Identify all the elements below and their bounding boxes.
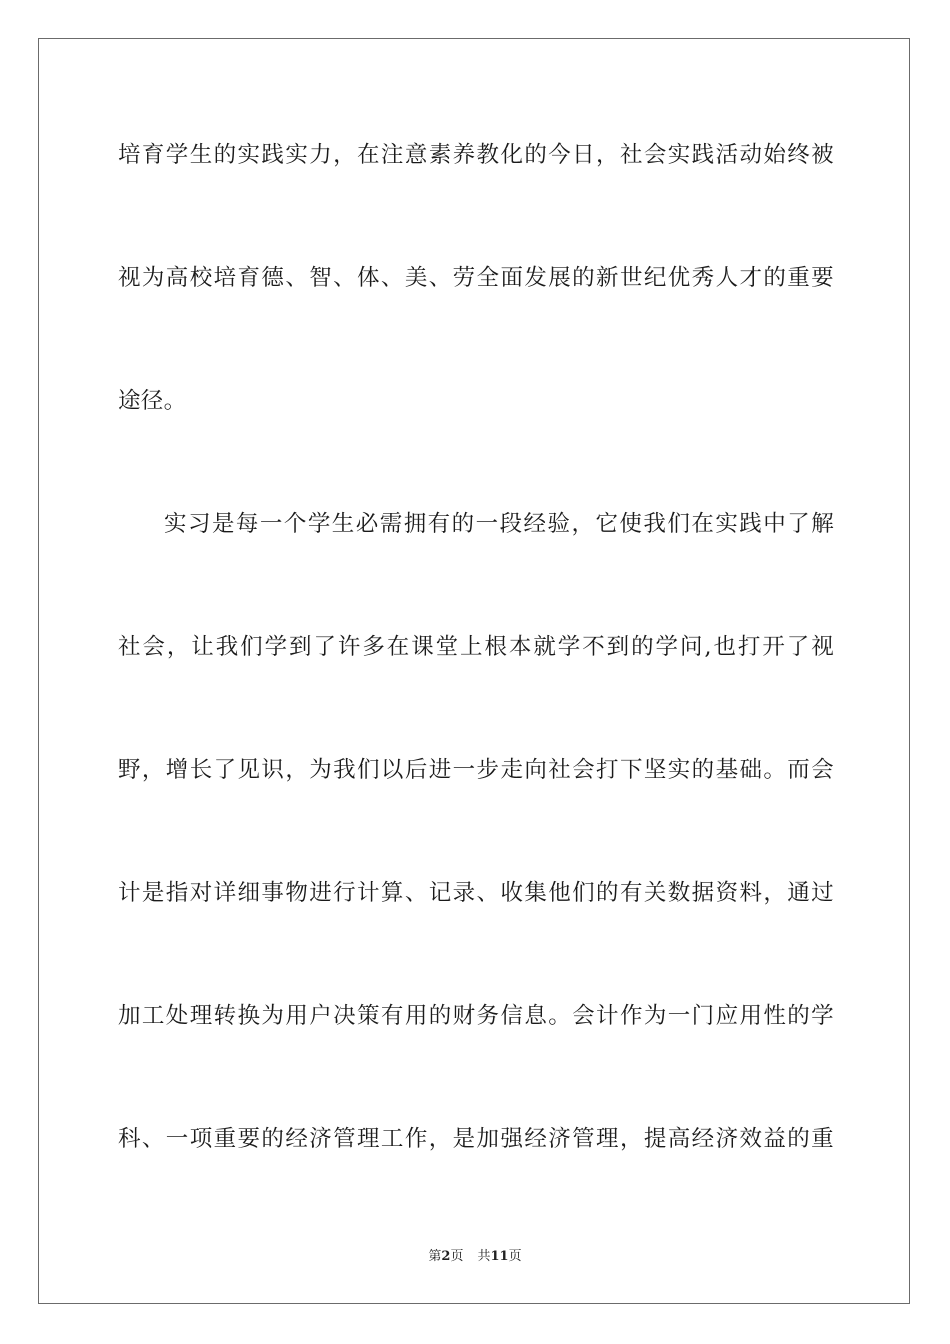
text-line-4: 实习是每一个学生必需拥有的一段经验，它使我们在实践中了解 [164, 511, 834, 537]
page-number: 2 [441, 1249, 451, 1264]
text-line-9: 科、一项重要的经济管理工作，是加强经济管理，提高经济效益的重 [118, 1126, 834, 1152]
text-line-3: 途径。 [118, 388, 187, 414]
page-footer [0, 1248, 950, 1266]
page-border [38, 38, 910, 1304]
text-line-7: 计是指对详细事物进行计算、记录、收集他们的有关数据资料，通过 [118, 880, 834, 906]
page-suffix: 页 [450, 1249, 464, 1264]
text-line-1: 培育学生的实践实力，在注意素养教化的今日，社会实践活动始终被 [118, 142, 834, 168]
total-prefix: 共 [477, 1249, 491, 1264]
total-pages: 11 [490, 1249, 509, 1264]
text-line-2: 视为高校培育德、智、体、美、劳全面发展的新世纪优秀人才的重要 [118, 265, 834, 291]
text-line-5: 社会，让我们学到了许多在课堂上根本就学不到的学问,也打开了视 [118, 634, 834, 660]
text-line-8: 加工处理转换为用户决策有用的财务信息。会计作为一门应用性的学 [118, 1003, 834, 1029]
text-line-6: 野，增长了见识，为我们以后进一步走向社会打下坚实的基础。而会 [118, 757, 834, 783]
total-suffix: 页 [508, 1249, 522, 1264]
page-prefix: 第 [428, 1249, 442, 1264]
